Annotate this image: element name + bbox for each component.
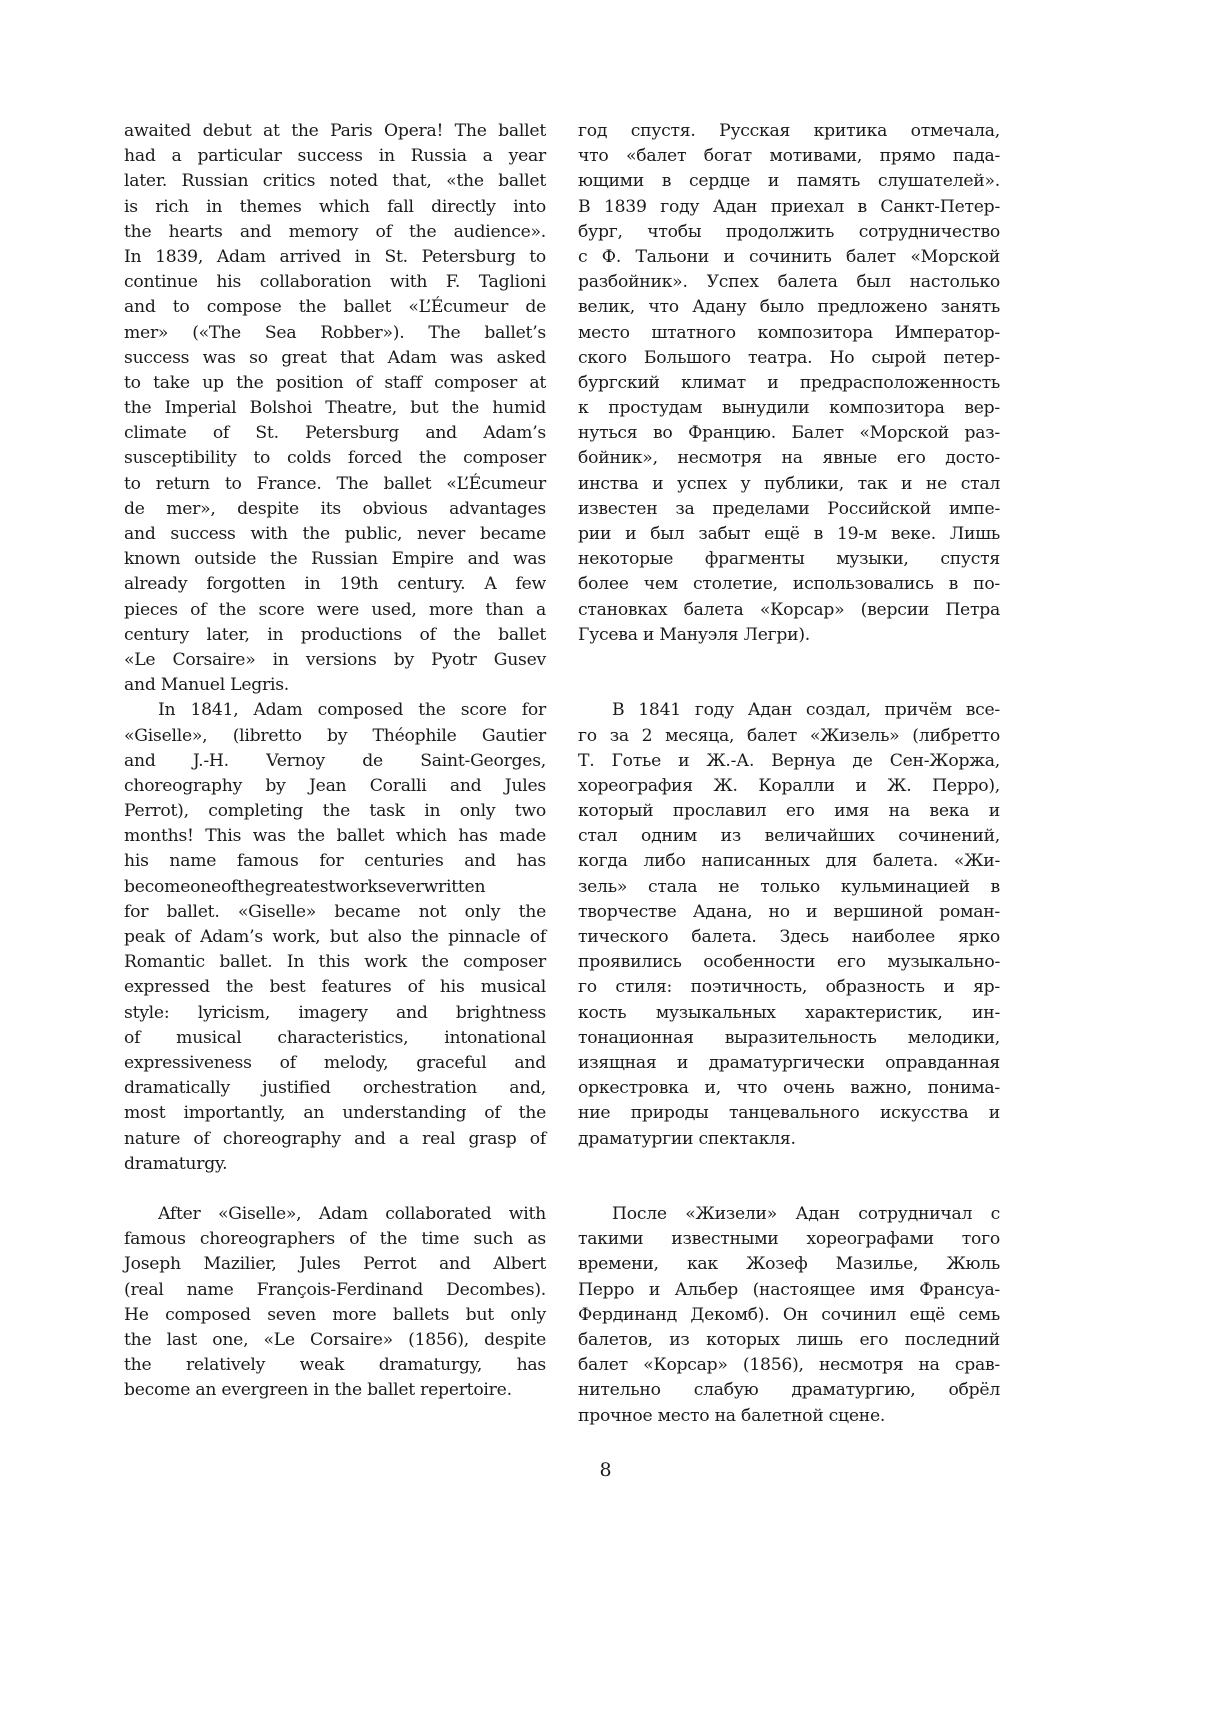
- russian-paragraph-2: [578, 698, 1000, 1151]
- text-line: бург, чтобы продолжить сотрудничество: [578, 221, 1000, 242]
- text-line: months! This was the ballet which has made: [124, 826, 546, 847]
- text-line: оркестровка и, что очень важно, понима-: [578, 1078, 1000, 1099]
- text-line: style: lyricism, imagery and brightness: [124, 1002, 546, 1023]
- english-column: [124, 119, 546, 1404]
- text-line: dramatically justified orchestration and,: [124, 1078, 546, 1099]
- text-line: In 1839, Adam arrived in St. Petersburg to: [124, 246, 546, 267]
- text-line: год спустя. Русская критика отмечала,: [578, 121, 1000, 141]
- paragraph-spacer: [578, 648, 1000, 673]
- text-line: and to compose the ballet «L’Écumeur de: [124, 297, 546, 318]
- english-paragraph-3: [124, 1202, 546, 1404]
- text-line: известен за пределами Российской импе-: [578, 498, 1000, 519]
- text-line: the relatively weak dramaturgy, has: [124, 1355, 546, 1376]
- text-line: After «Giselle», Adam collaborated with: [158, 1204, 546, 1225]
- text-line: of musical characteristics, intonational: [124, 1027, 546, 1048]
- text-line: to return to France. The ballet «L’Écumeur: [124, 473, 546, 494]
- text-line: become an evergreen in the ballet repertoire.: [124, 1380, 512, 1401]
- text-line: and Manuel Legris.: [124, 675, 289, 696]
- paragraph-spacer: [578, 1177, 1000, 1202]
- text-line: велик, что Адану было предложено занять: [578, 297, 1000, 318]
- russian-paragraph-3: [578, 1202, 1000, 1429]
- text-line: времени, как Жозеф Мазилье, Жюль: [578, 1254, 1000, 1275]
- text-line: место штатного композитора Император-: [578, 322, 1000, 343]
- text-line: прочное место на балетной сцене.: [578, 1405, 886, 1426]
- text-line: the hearts and memory of the audience».: [124, 221, 546, 242]
- text-line: разбойник». Успех балета был настолько: [578, 272, 1000, 293]
- text-line: most importantly, an understanding of the: [124, 1103, 546, 1124]
- text-line: Т. Готье и Ж.-А. Вернуа де Сен-Жоржа,: [578, 750, 1000, 771]
- text-line: the Imperial Bolshoi Theatre, but the humid: [124, 398, 546, 419]
- text-line: что «балет богат мотивами, прямо пада-: [578, 146, 1000, 167]
- text-line: стал одним из величайших сочинений,: [578, 826, 1000, 847]
- text-line: In 1841, Adam composed the score for: [158, 700, 546, 721]
- text-line: тического балета. Здесь наиболее ярко: [578, 927, 1000, 947]
- text-line: (real name François-Ferdinand Decombes).: [124, 1279, 546, 1300]
- russian-column: [578, 119, 1000, 1429]
- text-line: known outside the Russian Empire and was: [124, 549, 546, 570]
- text-line: когда либо написанных для балета. «Жи-: [578, 851, 1000, 872]
- text-line: кость музыкальных характеристик, ин-: [578, 1002, 1000, 1023]
- text-line: проявились особенности его музыкально-: [578, 952, 1000, 973]
- text-line: рии и был забыт ещё в 19-м веке. Лишь: [578, 524, 1000, 544]
- text-line: ющими в сердце и память слушателей».: [578, 171, 1000, 192]
- text-line: becomeoneofthegreatestworkseverwritten: [124, 876, 486, 897]
- text-line: awaited debut at the Paris Opera! The ballet: [124, 121, 546, 141]
- text-line: nature of choreography and a real grasp of: [124, 1128, 546, 1149]
- text-line: изящная и драматургически оправданная: [578, 1052, 1000, 1073]
- text-line: success was so great that Adam was asked: [124, 347, 546, 368]
- text-line: pieces of the score were used, more than a: [124, 599, 546, 620]
- english-paragraph-1: [124, 119, 546, 698]
- text-line: становках балета «Корсар» (версии Петра: [578, 599, 1000, 620]
- text-line: нуться во Францию. Балет «Морской раз-: [578, 423, 1000, 444]
- text-line: инства и успех у публики, так и не стал: [578, 473, 1000, 494]
- text-line: to take up the position of staff composer at: [124, 372, 546, 393]
- text-line: который прославил его имя на века и: [578, 801, 1000, 822]
- russian-paragraph-1: [578, 119, 1000, 648]
- text-line: and J.-H. Vernoy de Saint-Georges,: [124, 750, 546, 771]
- text-line: «Giselle», (libretto by Théophile Gautier: [124, 725, 546, 746]
- paragraph-spacer: [578, 673, 1000, 698]
- text-line: Joseph Mazilier, Jules Perrot and Albert: [124, 1254, 546, 1275]
- text-line: had a particular success in Russia a year: [124, 146, 546, 167]
- text-line: ского Большого театра. Но сырой петер-: [578, 347, 1000, 368]
- text-line: бургский климат и предрасположенность: [578, 372, 1000, 393]
- text-line: с Ф. Тальони и сочинить балет «Морской: [578, 246, 1000, 267]
- text-line: de mer», despite its obvious advantages: [124, 498, 546, 519]
- text-line: peak of Adam’s work, but also the pinnacle of: [124, 927, 546, 947]
- text-line: expressed the best features of his musical: [124, 977, 546, 998]
- text-line: го за 2 месяца, балет «Жизель» (либретто: [578, 725, 1000, 746]
- text-line: бойник», несмотря на явные его досто-: [578, 448, 1000, 469]
- text-line: балет «Корсар» (1856), несмотря на срав-: [578, 1355, 1000, 1376]
- text-line: Romantic ballet. In this work the composer: [124, 952, 546, 973]
- text-line: некоторые фрагменты музыки, спустя: [578, 549, 1000, 570]
- text-line: творчестве Адана, но и вершиной роман-: [578, 901, 1000, 922]
- text-line: такими известными хореографами того: [578, 1229, 1000, 1250]
- text-line: choreography by Jean Coralli and Jules: [124, 775, 546, 796]
- text-line: го стиля: поэтичность, образность и яр-: [578, 977, 1000, 998]
- text-line: expressiveness of melody, graceful and: [124, 1052, 546, 1073]
- paragraph-spacer: [124, 1177, 546, 1202]
- text-line: ние природы танцевального искусства и: [578, 1103, 1000, 1124]
- text-line: famous choreographers of the time such as: [124, 1229, 546, 1250]
- text-line: Фердинанд Декомб). Он сочинил ещё семь: [578, 1304, 1000, 1325]
- text-line: В 1841 году Адан создал, причём все-: [612, 700, 1000, 721]
- text-line: century later, in productions of the ballet: [124, 624, 546, 645]
- text-line: susceptibility to colds forced the composer: [124, 448, 546, 469]
- text-line: the last one, «Le Corsaire» (1856), despite: [124, 1330, 546, 1350]
- text-line: He composed seven more ballets but only: [124, 1304, 546, 1325]
- text-line: «Le Corsaire» in versions by Pyotr Gusev: [124, 649, 546, 670]
- text-line: Гусева и Мануэля Легри).: [578, 624, 811, 645]
- text-line: his name famous for centuries and has: [124, 851, 546, 872]
- text-line: Перро и Альбер (настоящее имя Франсуа-: [578, 1279, 1000, 1300]
- text-line: Perrot), completing the task in only two: [124, 801, 546, 822]
- text-line: драматургии спектакля.: [578, 1128, 796, 1149]
- text-line: более чем столетие, использовались в по-: [578, 574, 1000, 595]
- text-line: В 1839 году Адан приехал в Санкт-Петер-: [578, 196, 1000, 217]
- text-line: зель» стала не только кульминацией в: [578, 876, 1000, 897]
- english-paragraph-2: [124, 698, 546, 1177]
- text-line: continue his collaboration with F. Taglioni: [124, 272, 546, 293]
- text-line: dramaturgy.: [124, 1153, 228, 1174]
- text-line: later. Russian critics noted that, «the ballet: [124, 171, 546, 192]
- text-line: После «Жизели» Адан сотрудничал с: [612, 1204, 1000, 1225]
- page-number: 8: [599, 1459, 612, 1481]
- text-line: climate of St. Petersburg and Adam’s: [124, 423, 546, 444]
- text-line: is rich in themes which fall directly into: [124, 196, 546, 217]
- text-line: нительно слабую драматургию, обрёл: [578, 1380, 1000, 1401]
- paragraph-spacer: [578, 1152, 1000, 1177]
- text-line: for ballet. «Giselle» became not only the: [124, 901, 546, 922]
- text-line: хореография Ж. Коралли и Ж. Перро),: [578, 775, 1000, 796]
- text-line: mer» («The Sea Robber»). The ballet’s: [124, 322, 546, 343]
- text-line: балетов, из которых лишь его последний: [578, 1330, 1000, 1350]
- text-line: тонационная выразительность мелодики,: [578, 1027, 1000, 1048]
- text-line: к простудам вынудили композитора вер-: [578, 398, 1000, 419]
- text-line: already forgotten in 19th century. A few: [124, 574, 546, 595]
- text-line: and success with the public, never became: [124, 524, 546, 544]
